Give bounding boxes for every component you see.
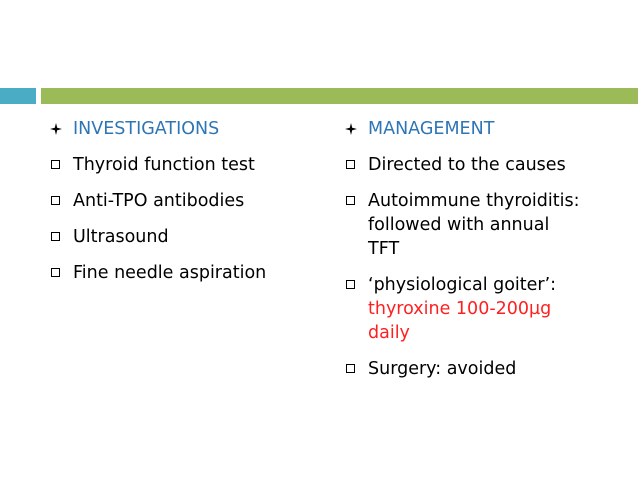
investigations-column bbox=[50, 117, 335, 297]
diamond-bullet-icon-svg bbox=[345, 123, 357, 135]
list-item bbox=[345, 357, 635, 381]
checkbox-bullet-icon bbox=[50, 225, 66, 249]
list-item-text: Directed to the causes bbox=[368, 155, 566, 175]
management-column bbox=[345, 117, 635, 393]
list-item bbox=[345, 273, 635, 345]
list-item-text: Ultrasound bbox=[73, 227, 169, 247]
checkbox-bullet-icon bbox=[50, 189, 66, 213]
list-item bbox=[345, 153, 635, 177]
thyroxine-frequency-text: daily bbox=[368, 323, 410, 343]
investigations-heading-item bbox=[50, 117, 335, 141]
list-item bbox=[50, 225, 335, 249]
list-item-text: Fine needle aspiration bbox=[73, 263, 267, 283]
checkbox-bullet-icon bbox=[345, 153, 361, 177]
thyroxine-dose-text: thyroxine 100-200µg bbox=[368, 299, 552, 319]
management-heading-item bbox=[345, 117, 635, 141]
checkbox-bullet-icon bbox=[50, 153, 66, 177]
accent-bar-green bbox=[41, 88, 638, 104]
checkbox-bullet-icon bbox=[345, 357, 361, 381]
diamond-bullet-icon bbox=[50, 117, 66, 141]
list-item-text: Anti-TPO antibodies bbox=[73, 191, 245, 211]
diamond-bullet-icon bbox=[345, 117, 361, 141]
list-item-line: Autoimmune thyroiditis: bbox=[368, 191, 580, 211]
list-item-text: Thyroid function test bbox=[73, 155, 255, 175]
list-item bbox=[50, 261, 335, 285]
accent-bar-blue bbox=[0, 88, 36, 104]
list-item-line: ‘physiological goiter’: bbox=[368, 275, 557, 295]
diamond-bullet-icon-svg bbox=[50, 123, 62, 135]
list-item-line: TFT bbox=[368, 239, 400, 259]
list-item bbox=[50, 189, 335, 213]
checkbox-bullet-icon bbox=[345, 189, 361, 213]
list-item-text: Surgery: avoided bbox=[368, 359, 517, 379]
management-heading: MANAGEMENT bbox=[368, 119, 495, 139]
list-item-line: followed with annual bbox=[368, 215, 550, 235]
checkbox-bullet-icon bbox=[345, 273, 361, 297]
checkbox-bullet-icon bbox=[50, 261, 66, 285]
investigations-heading: INVESTIGATIONS bbox=[73, 119, 220, 139]
list-item bbox=[50, 153, 335, 177]
list-item bbox=[345, 189, 635, 261]
